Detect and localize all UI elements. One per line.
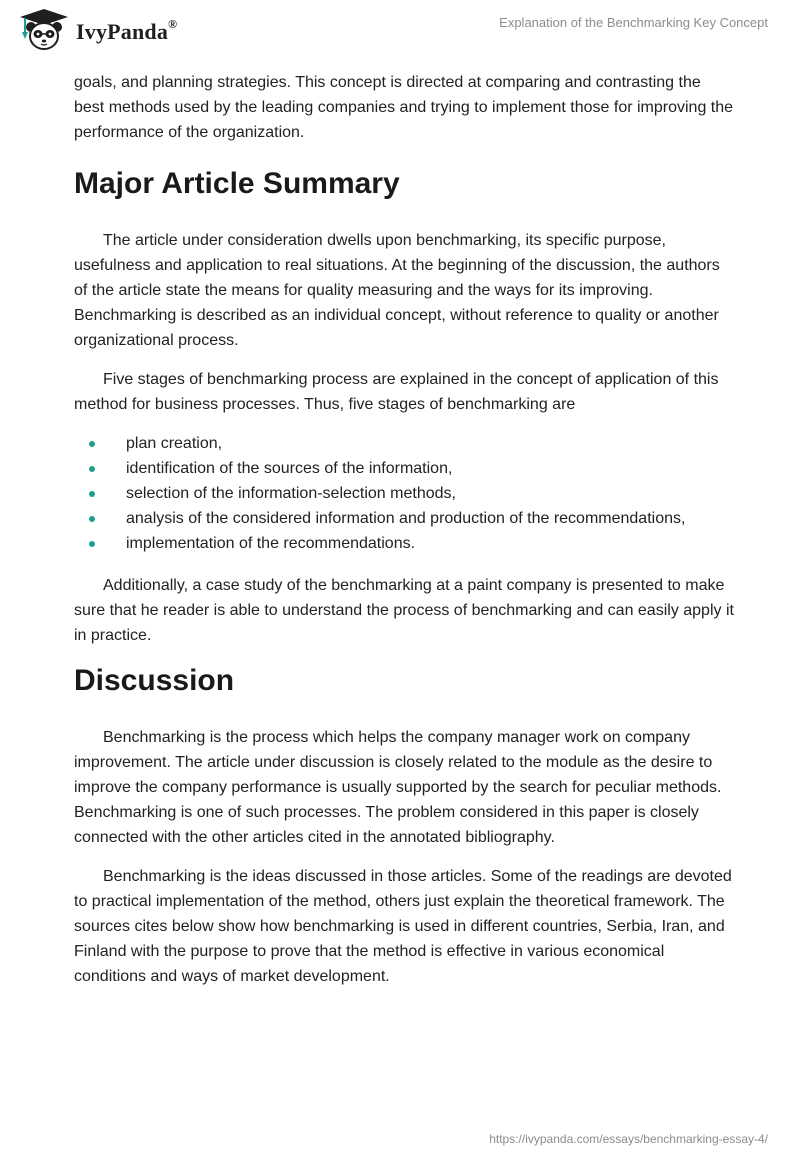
discussion-paragraph: Benchmarking is the ideas discussed in those articles. Some of the readings are devoted to practical implementation of the method, others just explain the theoretical framework. The sources cites below show how benchmarking is used in different countries, Serbia, Iran, and Finland with the purpose to prove that the method is effective in various economical conditions and ways of market development.	[74, 868, 732, 985]
list-item: identification of the sources of the information,	[74, 456, 734, 481]
section-heading-major-article-summary: Major Article Summary	[74, 167, 400, 200]
list-item: plan creation,	[74, 431, 734, 456]
benchmarking-stages-list	[74, 431, 734, 556]
discussion-paragraph: Benchmarking is the process which helps the company manager work on company improvement. The article under discussion is closely related to the module as the desire to improve the company performance is usually supported by the search for peculiar methods. Benchmarking is one of such processes. The problem considered in this paper is closely connected with the other articles cited in the annotated bibliography.	[74, 729, 722, 846]
registered-mark: ®	[168, 17, 178, 31]
bullet-dot-icon	[89, 441, 95, 447]
bullet-dot-icon	[89, 541, 95, 547]
bullet-dot-icon	[89, 491, 95, 497]
bullet-dot-icon	[89, 466, 95, 472]
brand-name: IvyPanda®	[76, 17, 178, 44]
page-header	[0, 0, 800, 64]
bullet-dot-icon	[89, 516, 95, 522]
intro-paragraph: goals, and planning strategies. This concept is directed at comparing and contrasting the best methods used by the leading companies and trying to implement those for improving the performance of the organization.	[74, 74, 734, 141]
list-item: analysis of the considered information and production of the recommendations,	[74, 506, 734, 531]
section-heading-discussion: Discussion	[74, 664, 235, 697]
document-title: Explanation of the Benchmarking Key Concept	[499, 15, 768, 30]
footer-url-link[interactable]: https://ivypanda.com/essays/benchmarking-essay-4/	[489, 1132, 768, 1146]
panda-graduate-icon	[14, 8, 74, 52]
list-item: implementation of the recommendations.	[74, 531, 734, 556]
summary-paragraph: The article under consideration dwells upon benchmarking, its specific purpose, usefulness and application to real situations. At the beginning of the discussion, the authors of the article state the means for quality measuring and the ways for its improving. Benchmarking is described as an individual concept, without reference to quality or another organizational process.	[74, 232, 720, 349]
ivypanda-logo[interactable]	[14, 8, 177, 52]
article-body	[74, 70, 734, 1003]
summary-paragraph: Five stages of benchmarking process are explained in the concept of application of this method for business processes. Thus, five stages of benchmarking are	[74, 371, 719, 413]
summary-closing-paragraph: Additionally, a case study of the benchmarking at a paint company is presented to make sure that he reader is able to understand the process of benchmarking and can easily apply it in practice.	[74, 577, 734, 644]
list-item: selection of the information-selection methods,	[74, 481, 734, 506]
